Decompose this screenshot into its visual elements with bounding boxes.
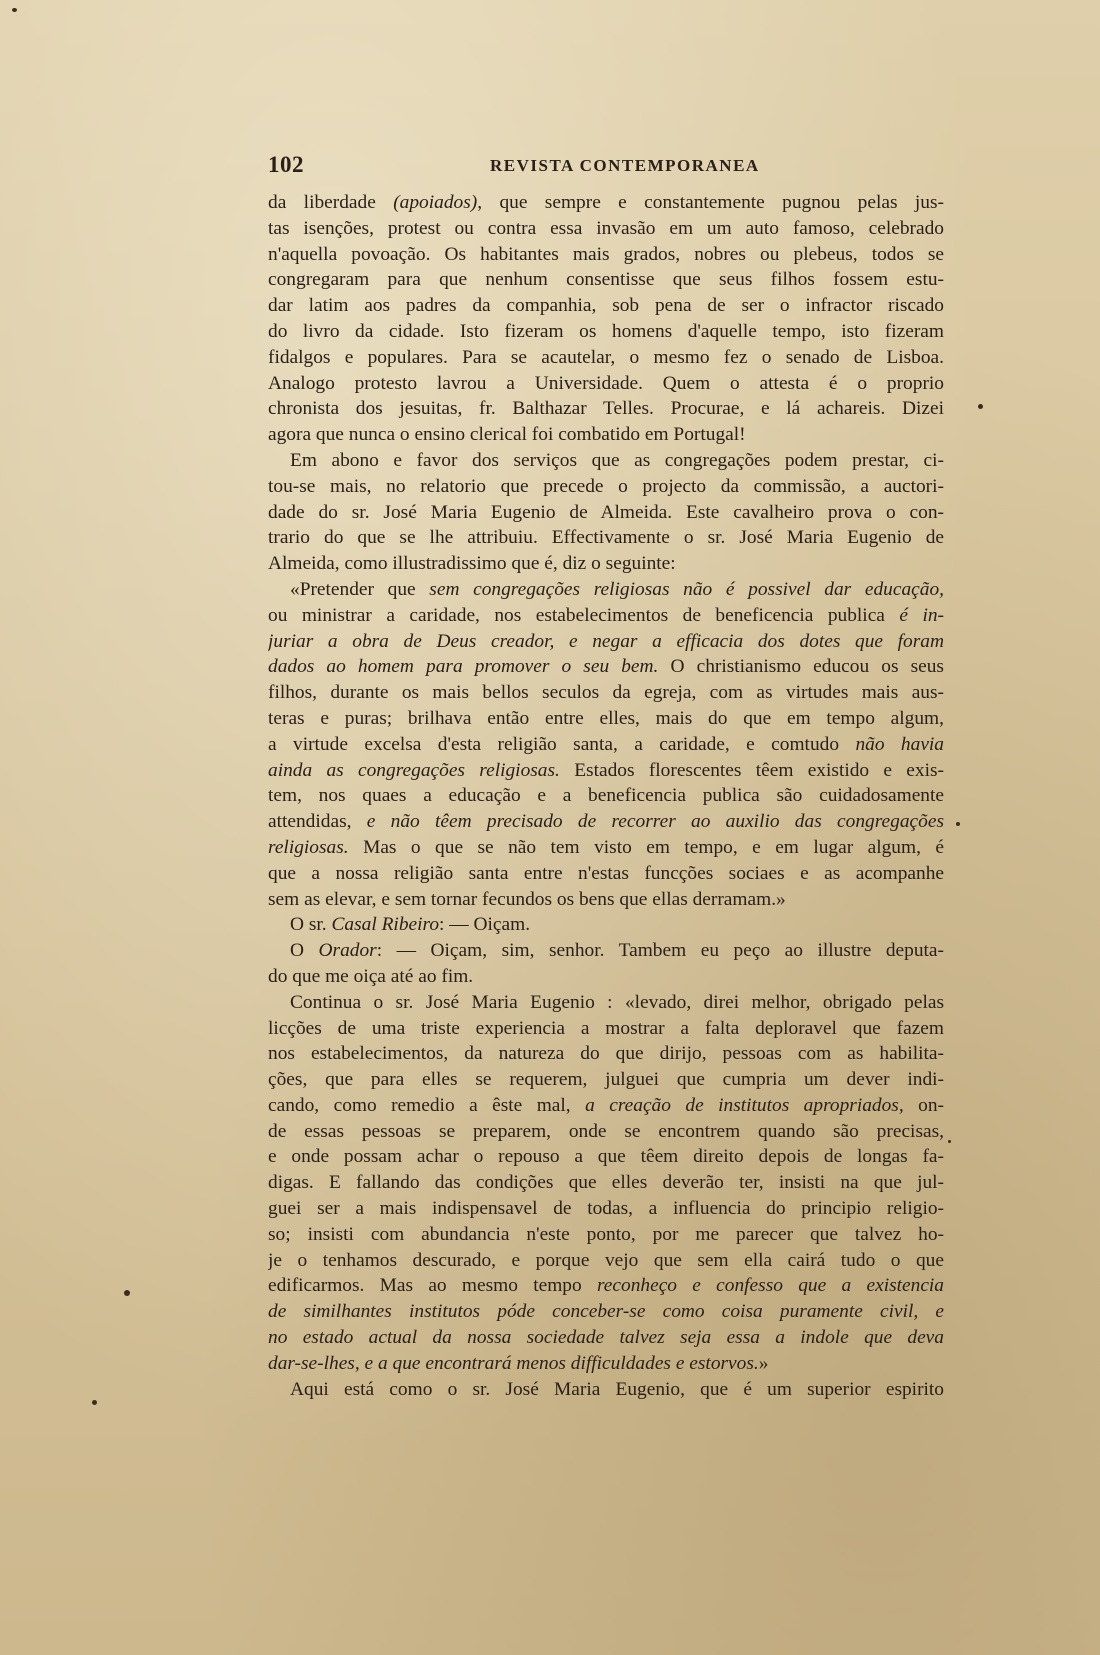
text-line xyxy=(268,1196,944,1222)
text-line xyxy=(268,293,944,319)
text-line xyxy=(268,1067,944,1093)
text-segment: Almeida, como illustradissimo que é, diz o seguinte: xyxy=(268,553,676,575)
text-line xyxy=(268,629,944,655)
text-segment: chronista dos jesuitas, fr. Balthazar Telles. Procurae, e lá achareis. Dizei xyxy=(268,398,944,420)
text-segment: ou ministrar a caridade, nos estabelecimentos de beneficencia publica xyxy=(268,604,900,626)
paper-speck xyxy=(12,8,17,12)
text-segment: » xyxy=(758,1352,769,1374)
text-segment: dar latim aos padres da companhia, sob pena de ser o infractor riscado xyxy=(268,295,944,317)
running-title: REVISTA CONTEMPORANEA xyxy=(490,156,760,175)
text-segment: on- xyxy=(903,1094,944,1116)
body-text xyxy=(268,190,944,1402)
text-line xyxy=(268,396,944,422)
italic-text-segment: (apoiados) xyxy=(393,192,478,213)
text-segment: do livro da cidade. Isto fizeram os homens d'aquelle tempo, isto fizeram xyxy=(268,320,944,342)
text-line xyxy=(268,990,944,1016)
text-segment: filhos, durante os mais bellos seculos da egreja, com as virtudes mais aus- xyxy=(268,682,944,704)
text-line xyxy=(268,474,944,500)
text-segment: : — Oiçam, sim, senhor. Tambem eu peço ao illustre deputa- xyxy=(376,940,944,962)
text-segment: O christianismo educou os seus xyxy=(658,656,944,678)
text-segment: agora que nunca o ensino clerical foi combatido em Portugal! xyxy=(268,424,746,446)
text-line xyxy=(268,422,944,448)
text-segment: Mas o que se não tem visto em tempo, e em lugar algum, é xyxy=(348,836,944,858)
text-line xyxy=(268,680,944,706)
italic-text-segment: ainda as congregações religiosas. xyxy=(268,759,560,781)
text-segment: fidalgos e populares. Para se acautelar, o mesmo fez o senado de Lisboa. xyxy=(268,346,944,368)
text-segment: digas. E fallando das condições que elles deverão ter, insisti na que jul- xyxy=(268,1172,944,1194)
text-segment: do que me oiça até ao fim. xyxy=(268,965,474,987)
italic-text-segment: de similhantes institutos póde conceber-se como coisa puramente civil, e xyxy=(268,1301,944,1323)
text-line xyxy=(268,861,944,887)
text-line xyxy=(268,1016,944,1042)
italic-text-segment: dar-se-lhes, e a que encontrará menos difficuldades e estorvos. xyxy=(268,1352,759,1374)
text-line xyxy=(268,887,944,913)
text-segment: tem, nos quaes a educação e a beneficencia publica são cuidadosamente xyxy=(268,785,944,807)
text-line xyxy=(268,1299,944,1325)
text-line xyxy=(268,525,944,551)
text-line xyxy=(268,551,944,577)
text-line xyxy=(268,1351,944,1377)
text-segment: ções, que para elles se requerem, julguei que cumpria um dever indi- xyxy=(268,1069,944,1091)
text-line xyxy=(268,964,944,990)
text-line xyxy=(268,1041,944,1067)
text-segment: a virtude excelsa d'esta religião santa, a caridade, e comtudo xyxy=(268,733,856,755)
text-line xyxy=(268,603,944,629)
text-segment: so; insisti com abundancia n'este ponto, por me parecer que talvez ho- xyxy=(268,1223,944,1245)
text-line xyxy=(268,1377,944,1403)
text-line xyxy=(268,1222,944,1248)
text-line xyxy=(268,345,944,371)
italic-text-segment: e não têem precisado de recorrer ao auxilio das congregações xyxy=(366,811,944,833)
text-line xyxy=(268,500,944,526)
text-segment: trario do que se lhe attribuiu. Effectivamente o sr. José Maria Eugenio de xyxy=(268,527,944,549)
text-line xyxy=(268,267,944,293)
text-segment: sem as elevar, e sem tornar fecundos os bens que ellas derramam.» xyxy=(268,888,786,910)
text-line xyxy=(268,809,944,835)
text-line xyxy=(268,758,944,784)
text-segment: tou-se mais, no relatorio que precede o projecto da commissão, a auctori- xyxy=(268,475,944,497)
paper-speck xyxy=(956,822,960,826)
text-line xyxy=(268,654,944,680)
italic-text-segment: Casal Ribeiro xyxy=(331,914,440,936)
text-line xyxy=(268,1119,944,1145)
text-line xyxy=(268,1325,944,1351)
paper-speck xyxy=(92,1400,97,1405)
text-segment: , que sempre e constantemente pugnou pelas jus- xyxy=(477,192,944,213)
text-line xyxy=(268,242,944,268)
text-segment: n'aquella povoação. Os habitantes mais grados, nobres ou plebeus, todos se xyxy=(268,243,944,265)
text-line xyxy=(268,706,944,732)
italic-text-segment: Orador xyxy=(318,940,377,962)
text-segment: nos estabelecimentos, da natureza do que dirijo, pessoas com as habilita- xyxy=(268,1043,944,1065)
text-segment: je o tenhamos descurado, e porque vejo que sem ella cairá tudo o que xyxy=(268,1249,944,1271)
text-line xyxy=(268,448,944,474)
page-header xyxy=(268,152,944,182)
page-number: 102 xyxy=(268,152,304,177)
italic-text-segment: reconheço e confesso que a existencia xyxy=(596,1275,944,1297)
text-segment: licções de uma triste experiencia a mostrar a falta deploravel que fazem xyxy=(268,1017,944,1039)
text-line xyxy=(268,938,944,964)
italic-text-segment: não havia xyxy=(855,733,944,755)
text-segment: Estados florescentes têem existido e exis- xyxy=(559,759,944,781)
text-line xyxy=(268,835,944,861)
text-segment: dade do sr. José Maria Eugenio de Almeida. Este cavalheiro prova o con- xyxy=(268,501,944,523)
text-segment: de essas pessoas se preparem, onde se encontrem quando são precisas, xyxy=(268,1120,944,1142)
paper-speck xyxy=(948,1140,951,1143)
text-segment: da liberdade xyxy=(268,192,394,213)
text-segment: guei ser a mais indispensavel de todas, a influencia do principio religio- xyxy=(268,1198,944,1220)
text-line xyxy=(268,216,944,242)
text-segment: edificarmos. Mas ao mesmo tempo xyxy=(268,1275,597,1297)
italic-text-segment: juriar a obra de Deus creador, e negar a efficacia dos dotes que foram xyxy=(268,630,944,652)
text-segment: O xyxy=(290,940,319,962)
text-line xyxy=(268,1144,944,1170)
italic-text-segment: religiosas. xyxy=(268,836,349,858)
text-line xyxy=(268,577,944,603)
italic-text-segment: no estado actual da nossa sociedade talvez seja essa a indole que deva xyxy=(268,1327,944,1349)
text-segment: «Pretender que xyxy=(290,578,430,600)
text-segment: O sr. xyxy=(290,914,332,936)
text-segment: attendidas, xyxy=(268,811,367,833)
text-line xyxy=(268,1170,944,1196)
text-line xyxy=(268,912,944,938)
text-segment: tas isenções, protest ou contra essa invasão em um auto famoso, celebrado xyxy=(268,217,944,239)
text-line xyxy=(268,1248,944,1274)
text-line xyxy=(268,783,944,809)
text-line xyxy=(268,371,944,397)
italic-text-segment: sem congregações religiosas não é possivel dar educação, xyxy=(429,578,944,600)
text-segment: : — Oiçam. xyxy=(439,914,531,936)
text-segment: Aqui está como o sr. José Maria Eugenio, que é um superior espirito xyxy=(290,1378,944,1400)
text-line xyxy=(268,732,944,758)
paper-speck xyxy=(978,404,983,409)
italic-text-segment: a creação de institutos apropriados, xyxy=(585,1094,904,1116)
text-segment: Analogo protesto lavrou a Universidade. Quem o attesta é o proprio xyxy=(268,372,944,394)
text-line xyxy=(268,319,944,345)
text-segment: e onde possam achar o repouso a que têem direito depois de longas fa- xyxy=(268,1146,944,1168)
text-line xyxy=(268,1273,944,1299)
text-segment: congregaram para que nenhum consentisse que seus filhos fossem estu- xyxy=(268,269,944,291)
paper-speck xyxy=(124,1290,130,1296)
text-segment: Continua o sr. José Maria Eugenio : «levado, direi melhor, obrigado pelas xyxy=(290,991,944,1013)
italic-text-segment: é in- xyxy=(899,604,944,626)
text-segment: Em abono e favor dos serviços que as congregações podem prestar, ci- xyxy=(290,449,944,471)
italic-text-segment: dados ao homem para promover o seu bem. xyxy=(268,656,659,678)
text-segment: cando, como remedio a êste mal, xyxy=(268,1094,586,1116)
text-segment: teras e puras; brilhava então entre elles, mais do que em tempo algum, xyxy=(268,707,944,729)
text-line xyxy=(268,1093,944,1119)
text-line xyxy=(268,190,944,216)
text-segment: que a nossa religião santa entre n'estas funcções sociaes e as acompanhe xyxy=(268,862,944,884)
